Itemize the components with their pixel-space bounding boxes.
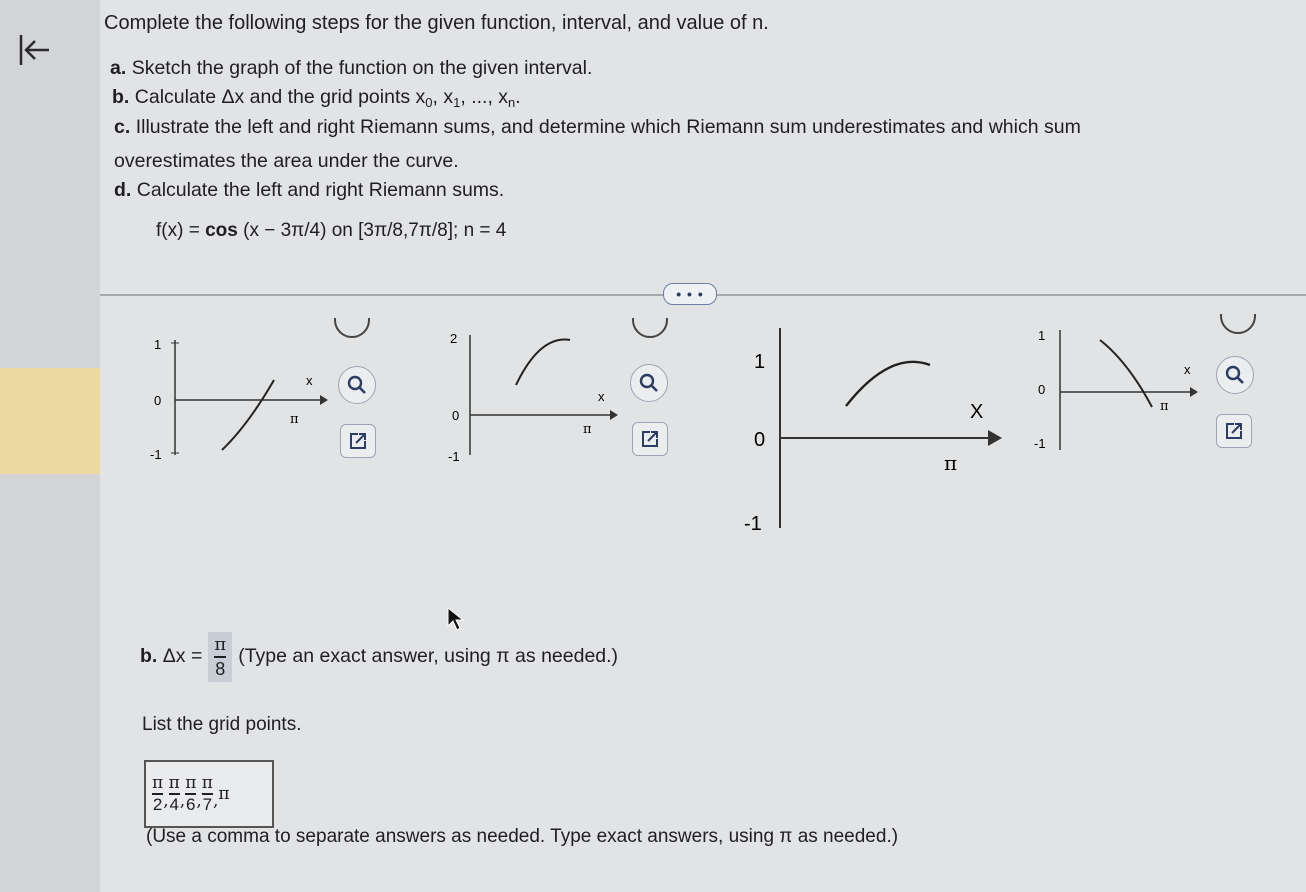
g1-pi-label: π (290, 412, 299, 427)
sidebar-highlight (0, 368, 100, 474)
g4-pi-label: π (1160, 399, 1169, 414)
magnifier-icon[interactable] (630, 364, 668, 402)
grid-points-hint: (Use a comma to separate answers as needed. Type exact answers, using π as needed.) (146, 826, 899, 847)
g2-pi-label: π (583, 422, 592, 437)
g4-y-bot: -1 (1034, 436, 1046, 451)
delta-x-hint: (Type an exact answer, using π as needed.) (238, 645, 619, 668)
g1-y-top: 1 (154, 337, 162, 352)
g1-y-mid: 0 (154, 393, 162, 408)
graph-option-2 (440, 325, 630, 465)
graph-option-1 (140, 325, 330, 465)
graph-option-1-radio[interactable] (332, 318, 372, 342)
external-link-icon[interactable] (340, 424, 376, 458)
g2-x-label: x (598, 389, 605, 404)
g1-x-label: x (306, 373, 313, 388)
step-c-continued: overestimates the area under the curve. (114, 150, 459, 172)
delta-x-answer-line: b. Δx = $\frac{\pi}{8}$ (Type an exact answer, using π as needed.) (140, 632, 618, 682)
magnifier-icon[interactable] (338, 366, 376, 404)
left-sidebar (0, 0, 100, 892)
g3-y-mid: 0 (754, 429, 766, 451)
g3-pi-label: π (944, 451, 958, 475)
g2-y-bot: -1 (448, 449, 460, 464)
external-link-icon[interactable] (632, 422, 668, 456)
g1-y-bot: -1 (150, 447, 162, 462)
mouse-cursor-icon (446, 606, 466, 634)
g3-y-bot: -1 (744, 513, 762, 535)
graph-option-4 (1030, 322, 1220, 462)
g2-y-mid: 0 (452, 408, 460, 423)
delta-x-answer-field[interactable]: $\frac{\pi}{8}$ (208, 632, 232, 682)
step-d: d. Calculate the left and right Riemann sums. (114, 179, 505, 201)
problem-intro: Complete the following steps for the given function, interval, and value of n. (104, 12, 769, 34)
back-arrow-icon[interactable] (14, 30, 54, 70)
graph-option-3 (730, 320, 1010, 540)
grid-point-3: $\frac{\pi}{6}$ (185, 773, 197, 814)
function-statement: f(x) = cos (x − 3π/4) on [3π/8,7π/8]; n = 4 (156, 220, 507, 241)
grid-points-input[interactable]: $\frac{\pi}{2}$ , $\frac{\pi}{4}$ , $\frac{\pi}{6}$ , $\frac{\pi}{7}$ , π (144, 760, 274, 828)
g4-x-label: x (1184, 362, 1191, 377)
grid-point-1: $\frac{\pi}{2}$ (152, 773, 164, 814)
more-button[interactable]: • • • (663, 283, 717, 305)
magnifier-icon[interactable] (1216, 356, 1254, 394)
g3-x-label: X (970, 401, 984, 423)
grid-point-5: π (218, 784, 230, 804)
graph-option-2-radio[interactable] (630, 318, 670, 342)
external-link-icon[interactable] (1216, 414, 1252, 448)
g2-y-top: 2 (450, 331, 458, 346)
graph-option-4-radio[interactable] (1218, 314, 1258, 338)
grid-point-4: $\frac{\pi}{7}$ (201, 773, 213, 814)
grid-point-2: $\frac{\pi}{4}$ (168, 773, 180, 814)
g4-y-top: 1 (1038, 328, 1046, 343)
g3-y-top: 1 (754, 351, 766, 373)
step-a: a. Sketch the graph of the function on the given interval. (110, 57, 593, 79)
g4-y-mid: 0 (1038, 382, 1046, 397)
step-b: b. Calculate Δx and the grid points $x_0$, $x_1$, ..., $x_n$. (112, 86, 521, 110)
grid-points-label: List the grid points. (142, 714, 302, 735)
step-c: c. Illustrate the left and right Riemann sums, and determine which Riemann sum underestimates and which sum (114, 116, 1081, 138)
